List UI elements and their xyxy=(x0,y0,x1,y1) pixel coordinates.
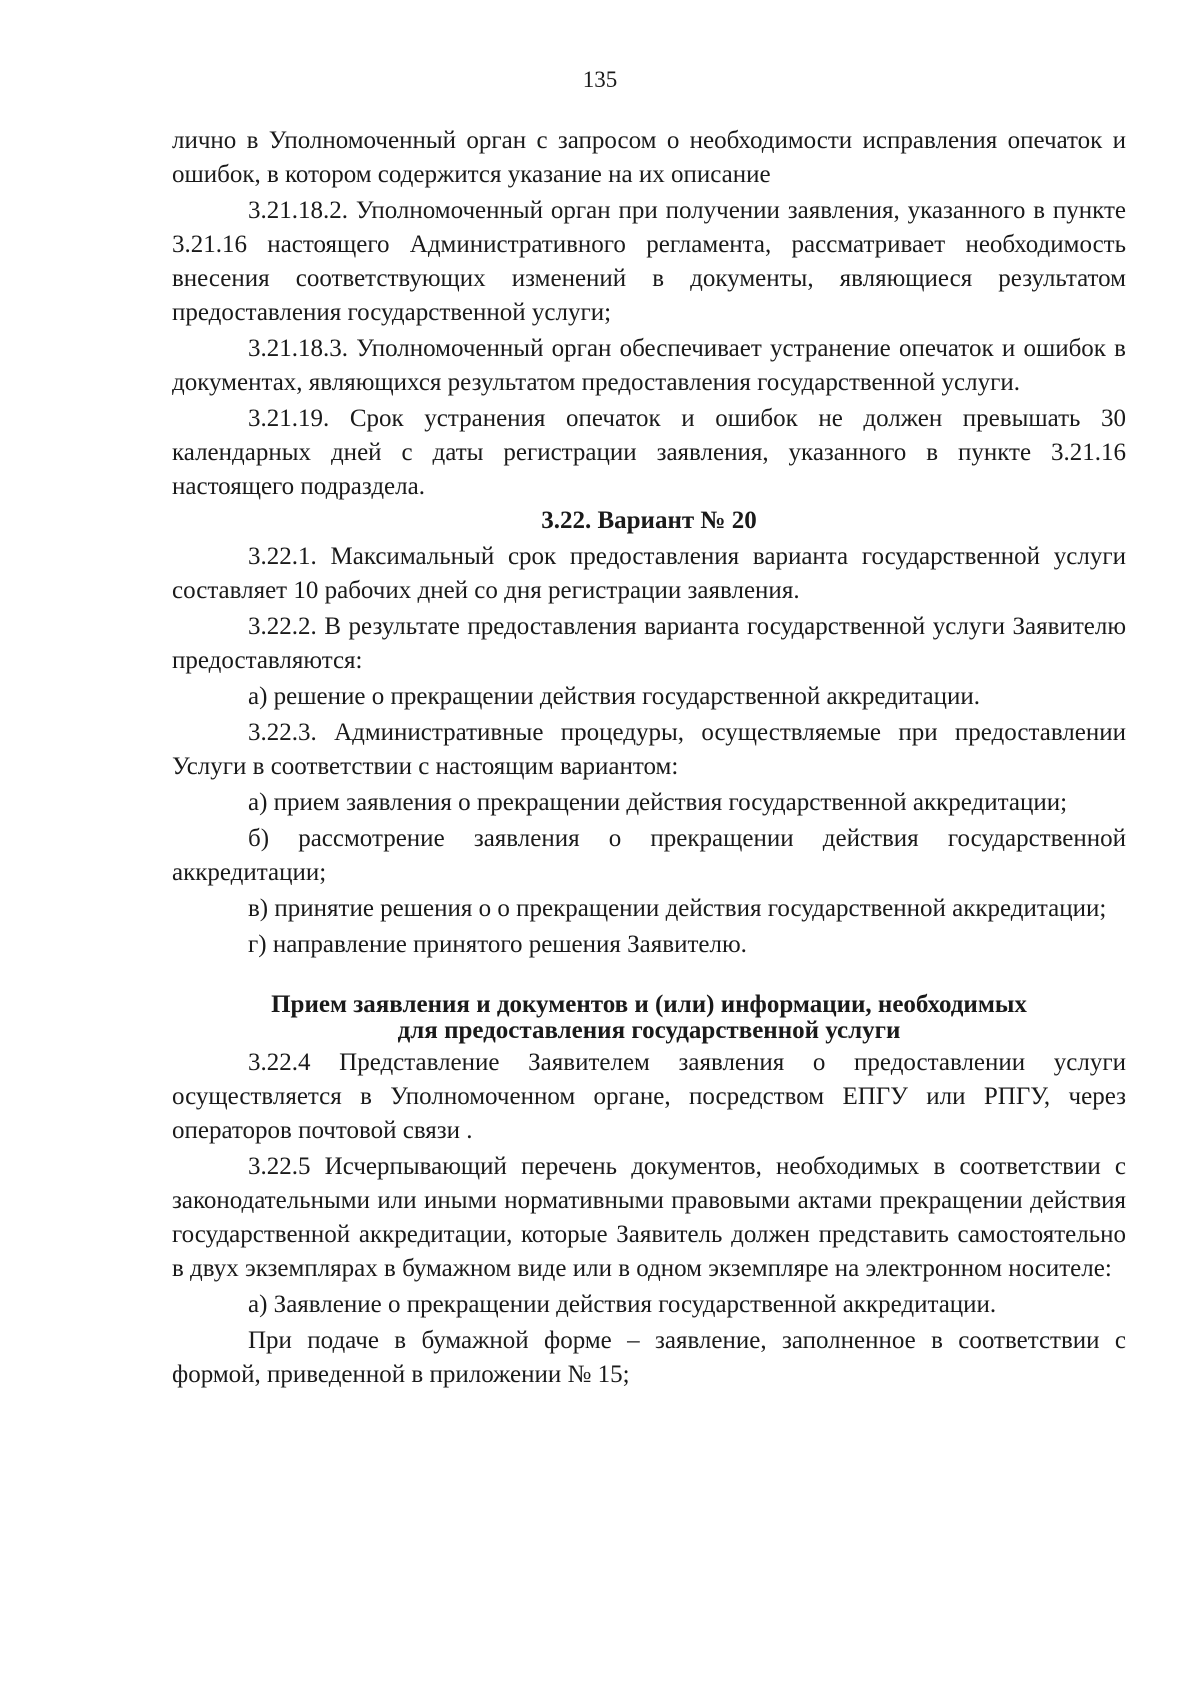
subsection-heading xyxy=(172,992,1126,1044)
subsection-heading-line: Прием заявления и документов и (или) информации, необходимых xyxy=(271,991,1027,1018)
paragraph: 3.21.18.2. Уполномоченный орган при получении заявления, указанного в пункте 3.21.16 настоящего Административного регламента, рассматривает необходимость внесения соответствующих изменений в документы, являющиеся результатом предоставления государственной услуги; xyxy=(172,197,1126,326)
subsection-heading-line: для предоставления государственной услуги xyxy=(397,1017,901,1044)
paragraph: При подаче в бумажной форме – заявление, заполненное в соответствии с формой, приведенной в приложении № 15; xyxy=(172,1327,1126,1388)
paragraph: а) решение о прекращении действия государственной аккредитации. xyxy=(248,683,980,710)
paragraphs-middle xyxy=(172,540,1126,962)
paragraph: 3.21.19. Срок устранения опечаток и ошибок не должен превышать 30 календарных дней с даты регистрации заявления, указанного в пункте 3.21.16 настоящего подраздела. xyxy=(172,405,1126,500)
paragraph: в) принятие решения о о прекращении действия государственной аккредитации; xyxy=(248,895,1107,922)
paragraph: 3.22.3. Административные процедуры, осуществляемые при предоставлении Услуги в соответствии с настоящим вариантом: xyxy=(172,719,1126,780)
paragraph: 3.22.5 Исчерпывающий перечень документов, необходимых в соответствии с законодательными или иными нормативными правовыми актами прекращении действия государственной аккредитации, которые Заявитель должен представить самостоятельно в двух экземплярах в бумажном виде или в одном экземпляре на электронном носителе: xyxy=(172,1153,1126,1282)
paragraph: 3.22.1. Максимальный срок предоставления варианта государственной услуги составляет 10 рабочих дней со дня регистрации заявления. xyxy=(172,543,1126,604)
paragraphs-top xyxy=(172,124,1126,504)
paragraphs-bottom xyxy=(172,1046,1126,1392)
paragraph: 3.22.4 Представление Заявителем заявления о предоставлении услуги осуществляется в Уполномоченном органе, посредством ЕПГУ или РПГУ, через операторов почтовой связи . xyxy=(172,1049,1126,1144)
section-heading: 3.22. Вариант № 20 xyxy=(541,507,757,534)
paragraph: г) направление принятого решения Заявителю. xyxy=(248,931,747,958)
paragraph: а) прием заявления о прекращении действия государственной аккредитации; xyxy=(248,789,1068,816)
page-number: 135 xyxy=(582,67,618,92)
paragraph: б) рассмотрение заявления о прекращении действия государственной аккредитации; xyxy=(172,825,1126,886)
paragraph: 3.21.18.3. Уполномоченный орган обеспечивает устранение опечаток и ошибок в документах, являющихся результатом предоставления государственной услуги. xyxy=(172,335,1126,396)
paragraph: лично в Уполномоченный орган с запросом о необходимости исправления опечаток и ошибок, в котором содержится указание на их описание xyxy=(172,127,1126,188)
paragraph: 3.22.2. В результате предоставления варианта государственной услуги Заявителю предоставляются: xyxy=(172,613,1126,674)
document-body xyxy=(172,124,1126,1392)
paragraph: а) Заявление о прекращении действия государственной аккредитации. xyxy=(248,1291,997,1318)
